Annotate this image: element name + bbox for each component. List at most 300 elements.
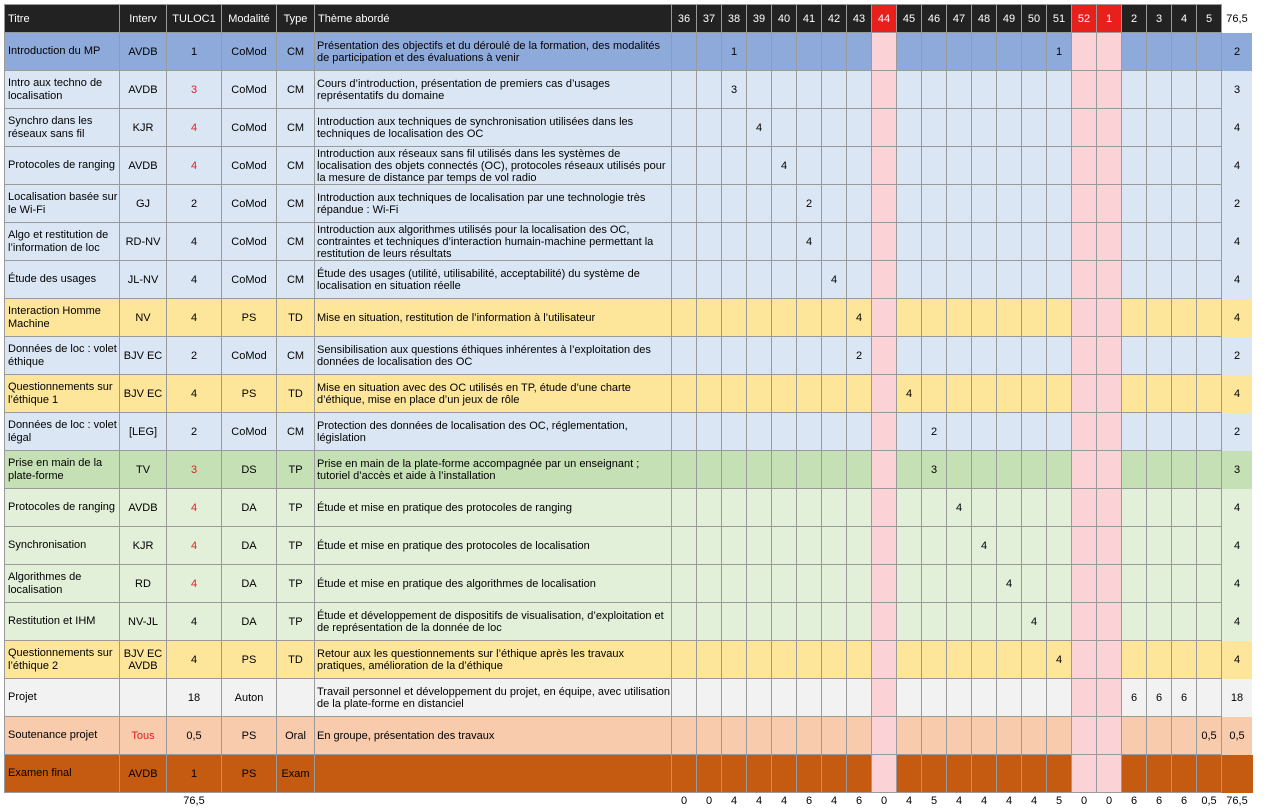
cell-week-3[interactable] [1147,489,1172,527]
cell-interv[interactable]: GJ [120,185,167,223]
cell-week-43[interactable] [847,375,872,413]
cell-type[interactable]: TP [277,489,315,527]
cell-week-37[interactable] [697,565,722,603]
cell-week-38[interactable] [722,109,747,147]
cell-week-2[interactable] [1122,147,1147,185]
cell-week-2[interactable] [1122,71,1147,109]
cell-week-52[interactable] [1072,641,1097,679]
cell-theme[interactable]: Retour aux les questionnements sur l’éthique après les travaux pratiques, amélioration de la d’éthique [315,641,672,679]
cell-interv[interactable]: AVDB [120,147,167,185]
cell-type[interactable]: TP [277,451,315,489]
cell-week-45[interactable] [897,565,922,603]
cell-week-36[interactable] [672,299,697,337]
cell-week-45[interactable] [897,109,922,147]
cell-week-48[interactable] [972,71,997,109]
cell-week-5[interactable] [1197,299,1222,337]
cell-week-52[interactable] [1072,337,1097,375]
cell-week-48[interactable] [972,679,997,717]
cell-week-48[interactable] [972,147,997,185]
cell-week-37[interactable] [697,71,722,109]
cell-week-39[interactable] [747,717,772,755]
cell-week-47[interactable] [947,413,972,451]
cell-week-51[interactable] [1047,603,1072,641]
cell-week-52[interactable] [1072,147,1097,185]
cell-week-2[interactable] [1122,223,1147,261]
cell-modalite[interactable]: DA [222,527,277,565]
cell-week-4[interactable] [1172,489,1197,527]
cell-week-42[interactable] [822,565,847,603]
cell-week-44[interactable] [872,33,897,71]
cell-week-36[interactable] [672,261,697,299]
cell-week-41[interactable] [797,375,822,413]
cell-modalite[interactable]: CoMod [222,71,277,109]
cell-week-50[interactable] [1022,147,1047,185]
cell-theme[interactable]: Introduction aux réseaux sans fil utilisés dans les systèmes de localisation des objets connectés (OC), protocoles réseaux utilisés pour la mesure de distance par temps de vol radio [315,147,672,185]
cell-week-50[interactable] [1022,375,1047,413]
cell-modalite[interactable]: PS [222,717,277,755]
cell-week-39[interactable] [747,71,772,109]
col-header-week-49[interactable]: 49 [997,5,1022,33]
cell-type[interactable]: CM [277,185,315,223]
cell-week-47[interactable] [947,679,972,717]
cell-week-48[interactable] [972,223,997,261]
cell-week-45[interactable] [897,603,922,641]
cell-week-40[interactable] [772,679,797,717]
cell-week-42[interactable]: 4 [822,261,847,299]
cell-theme[interactable]: Protection des données de localisation des OC, réglementation, législation [315,413,672,451]
cell-tuloc[interactable]: 4 [167,565,222,603]
cell-week-39[interactable] [747,375,772,413]
cell-week-44[interactable] [872,71,897,109]
cell-week-2[interactable] [1122,299,1147,337]
cell-week-46[interactable] [922,489,947,527]
cell-week-37[interactable] [697,33,722,71]
cell-week-37[interactable] [697,147,722,185]
cell-week-45[interactable] [897,717,922,755]
cell-week-36[interactable] [672,223,697,261]
col-header-week-47[interactable]: 47 [947,5,972,33]
cell-week-47[interactable] [947,109,972,147]
cell-week-43[interactable] [847,261,872,299]
cell-week-38[interactable] [722,413,747,451]
cell-week-49[interactable] [997,185,1022,223]
cell-titre[interactable]: Étude des usages [5,261,120,299]
cell-week-50[interactable] [1022,185,1047,223]
cell-titre[interactable]: Protocoles de ranging [5,147,120,185]
cell-week-40[interactable] [772,603,797,641]
cell-week-48[interactable] [972,489,997,527]
cell-modalite[interactable]: CoMod [222,261,277,299]
col-header-week-1[interactable]: 1 [1097,5,1122,33]
cell-week-51[interactable]: 1 [1047,33,1072,71]
cell-week-42[interactable] [822,185,847,223]
cell-week-47[interactable]: 4 [947,489,972,527]
cell-type[interactable]: TP [277,603,315,641]
cell-week-4[interactable] [1172,603,1197,641]
cell-week-43[interactable] [847,71,872,109]
cell-theme[interactable]: Introduction aux techniques de synchronisation utilisées dans les techniques de localisation des OC [315,109,672,147]
cell-interv[interactable] [120,679,167,717]
cell-week-43[interactable] [847,185,872,223]
cell-week-51[interactable] [1047,375,1072,413]
cell-theme[interactable]: Prise en main de la plate-forme accompagnée par un enseignant ; tutoriel d’accès et aide à l’installation [315,451,672,489]
cell-week-46[interactable] [922,33,947,71]
cell-week-40[interactable] [772,337,797,375]
cell-week-45[interactable] [897,71,922,109]
cell-week-4[interactable] [1172,413,1197,451]
cell-titre[interactable]: Synchro dans les réseaux sans fil [5,109,120,147]
cell-week-3[interactable] [1147,223,1172,261]
cell-week-41[interactable] [797,413,822,451]
cell-modalite[interactable]: CoMod [222,413,277,451]
cell-week-40[interactable] [772,489,797,527]
cell-week-4[interactable] [1172,755,1197,793]
cell-week-40[interactable] [772,109,797,147]
cell-tuloc[interactable]: 4 [167,109,222,147]
cell-week-4[interactable] [1172,33,1197,71]
cell-week-40[interactable] [772,185,797,223]
cell-titre[interactable]: Questionnements sur l’éthique 1 [5,375,120,413]
cell-week-46[interactable] [922,71,947,109]
cell-week-47[interactable] [947,755,972,793]
cell-week-37[interactable] [697,223,722,261]
cell-week-1[interactable] [1097,489,1122,527]
cell-week-51[interactable] [1047,71,1072,109]
cell-week-51[interactable] [1047,299,1072,337]
cell-week-47[interactable] [947,223,972,261]
cell-tuloc[interactable]: 4 [167,299,222,337]
col-header-tuloc[interactable]: TULOC1 [167,5,222,33]
cell-week-45[interactable] [897,489,922,527]
cell-week-48[interactable] [972,451,997,489]
cell-week-52[interactable] [1072,489,1097,527]
cell-week-44[interactable] [872,261,897,299]
col-header-type[interactable]: Type [277,5,315,33]
cell-week-1[interactable] [1097,223,1122,261]
cell-week-2[interactable] [1122,413,1147,451]
cell-theme[interactable]: Étude et mise en pratique des protocoles de ranging [315,489,672,527]
col-header-week-36[interactable]: 36 [672,5,697,33]
cell-week-3[interactable] [1147,603,1172,641]
cell-week-1[interactable] [1097,603,1122,641]
cell-week-5[interactable] [1197,603,1222,641]
col-header-interv[interactable]: Interv [120,5,167,33]
cell-interv[interactable]: BJV EC AVDB [120,641,167,679]
cell-week-5[interactable] [1197,375,1222,413]
cell-week-47[interactable] [947,71,972,109]
cell-week-37[interactable] [697,185,722,223]
cell-week-38[interactable] [722,299,747,337]
cell-week-52[interactable] [1072,375,1097,413]
cell-week-44[interactable] [872,603,897,641]
cell-week-46[interactable] [922,261,947,299]
cell-week-2[interactable] [1122,109,1147,147]
cell-titre[interactable]: Intro aux techno de localisation [5,71,120,109]
cell-week-40[interactable] [772,527,797,565]
cell-titre[interactable]: Protocoles de ranging [5,489,120,527]
cell-week-49[interactable] [997,527,1022,565]
cell-week-50[interactable] [1022,489,1047,527]
col-header-week-39[interactable]: 39 [747,5,772,33]
cell-week-52[interactable] [1072,755,1097,793]
cell-week-50[interactable] [1022,641,1047,679]
cell-week-1[interactable] [1097,413,1122,451]
cell-type[interactable]: Oral [277,717,315,755]
cell-theme[interactable]: Étude et mise en pratique des algorithmes de localisation [315,565,672,603]
cell-week-52[interactable] [1072,109,1097,147]
cell-week-40[interactable] [772,451,797,489]
cell-week-36[interactable] [672,641,697,679]
cell-week-42[interactable] [822,375,847,413]
cell-week-39[interactable] [747,565,772,603]
cell-week-48[interactable] [972,299,997,337]
cell-week-44[interactable] [872,223,897,261]
col-header-week-4[interactable]: 4 [1172,5,1197,33]
cell-week-52[interactable] [1072,223,1097,261]
cell-week-47[interactable] [947,527,972,565]
cell-week-5[interactable] [1197,147,1222,185]
cell-week-43[interactable] [847,603,872,641]
cell-week-39[interactable] [747,641,772,679]
cell-week-43[interactable] [847,755,872,793]
cell-week-48[interactable] [972,413,997,451]
cell-week-37[interactable] [697,527,722,565]
cell-week-50[interactable] [1022,299,1047,337]
cell-week-52[interactable] [1072,261,1097,299]
cell-week-2[interactable] [1122,33,1147,71]
cell-interv[interactable]: AVDB [120,489,167,527]
cell-week-49[interactable] [997,641,1022,679]
cell-week-1[interactable] [1097,717,1122,755]
cell-tuloc[interactable]: 1 [167,33,222,71]
cell-week-42[interactable] [822,641,847,679]
cell-modalite[interactable]: PS [222,375,277,413]
cell-week-43[interactable] [847,717,872,755]
cell-theme[interactable]: Cours d’introduction, présentation de premiers cas d’usages représentatifs du domaine [315,71,672,109]
cell-week-4[interactable] [1172,565,1197,603]
cell-week-39[interactable] [747,603,772,641]
cell-week-50[interactable] [1022,679,1047,717]
cell-week-46[interactable] [922,375,947,413]
cell-week-50[interactable] [1022,413,1047,451]
cell-type[interactable]: TD [277,641,315,679]
cell-interv[interactable]: TV [120,451,167,489]
cell-week-45[interactable] [897,185,922,223]
cell-week-40[interactable]: 4 [772,147,797,185]
cell-week-44[interactable] [872,147,897,185]
cell-week-3[interactable] [1147,641,1172,679]
cell-week-43[interactable] [847,641,872,679]
cell-tuloc[interactable]: 4 [167,375,222,413]
cell-week-36[interactable] [672,375,697,413]
cell-modalite[interactable]: DA [222,603,277,641]
cell-type[interactable]: CM [277,261,315,299]
cell-week-46[interactable] [922,223,947,261]
cell-theme[interactable]: Étude et mise en pratique des protocoles de localisation [315,527,672,565]
cell-week-50[interactable] [1022,755,1047,793]
cell-week-38[interactable]: 3 [722,71,747,109]
cell-tuloc[interactable]: 4 [167,261,222,299]
cell-week-43[interactable] [847,109,872,147]
cell-week-44[interactable] [872,527,897,565]
cell-interv[interactable]: KJR [120,527,167,565]
cell-week-38[interactable] [722,451,747,489]
cell-week-44[interactable] [872,337,897,375]
cell-modalite[interactable]: CoMod [222,33,277,71]
cell-week-43[interactable] [847,33,872,71]
cell-week-45[interactable] [897,147,922,185]
col-header-week-41[interactable]: 41 [797,5,822,33]
cell-week-52[interactable] [1072,451,1097,489]
cell-week-2[interactable] [1122,603,1147,641]
cell-week-3[interactable] [1147,565,1172,603]
cell-week-44[interactable] [872,717,897,755]
cell-week-3[interactable] [1147,451,1172,489]
cell-week-36[interactable] [672,147,697,185]
cell-week-1[interactable] [1097,261,1122,299]
cell-week-2[interactable] [1122,375,1147,413]
cell-week-46[interactable] [922,565,947,603]
cell-week-41[interactable] [797,109,822,147]
cell-week-5[interactable] [1197,565,1222,603]
cell-week-37[interactable] [697,261,722,299]
cell-week-37[interactable] [697,603,722,641]
cell-week-45[interactable] [897,299,922,337]
cell-week-46[interactable] [922,603,947,641]
cell-week-51[interactable] [1047,755,1072,793]
cell-week-41[interactable] [797,33,822,71]
cell-interv[interactable]: JL-NV [120,261,167,299]
cell-week-47[interactable] [947,451,972,489]
cell-week-50[interactable] [1022,451,1047,489]
cell-week-36[interactable] [672,413,697,451]
cell-week-52[interactable] [1072,565,1097,603]
cell-week-40[interactable] [772,717,797,755]
cell-week-43[interactable] [847,223,872,261]
cell-week-2[interactable] [1122,755,1147,793]
cell-week-4[interactable] [1172,337,1197,375]
cell-tuloc[interactable]: 4 [167,603,222,641]
cell-tuloc[interactable]: 4 [167,527,222,565]
cell-week-36[interactable] [672,109,697,147]
cell-week-39[interactable] [747,451,772,489]
cell-week-2[interactable] [1122,565,1147,603]
cell-interv[interactable]: NV [120,299,167,337]
col-header-week-44[interactable]: 44 [872,5,897,33]
cell-week-48[interactable] [972,337,997,375]
cell-week-36[interactable] [672,717,697,755]
cell-titre[interactable]: Restitution et IHM [5,603,120,641]
col-header-week-52[interactable]: 52 [1072,5,1097,33]
cell-type[interactable]: CM [277,337,315,375]
cell-modalite[interactable]: Auton [222,679,277,717]
cell-week-45[interactable] [897,261,922,299]
cell-week-3[interactable] [1147,375,1172,413]
cell-type[interactable]: CM [277,413,315,451]
cell-week-5[interactable] [1197,413,1222,451]
cell-week-3[interactable] [1147,261,1172,299]
cell-week-43[interactable] [847,489,872,527]
cell-week-36[interactable] [672,489,697,527]
cell-week-5[interactable] [1197,489,1222,527]
cell-interv[interactable]: NV-JL [120,603,167,641]
cell-week-51[interactable] [1047,451,1072,489]
cell-week-43[interactable] [847,451,872,489]
col-header-week-45[interactable]: 45 [897,5,922,33]
cell-week-48[interactable] [972,603,997,641]
cell-titre[interactable]: Algo et restitution de l’information de loc [5,223,120,261]
cell-week-49[interactable] [997,109,1022,147]
cell-week-43[interactable]: 2 [847,337,872,375]
cell-week-4[interactable] [1172,641,1197,679]
cell-week-44[interactable] [872,489,897,527]
cell-week-48[interactable]: 4 [972,527,997,565]
cell-week-38[interactable] [722,717,747,755]
cell-tuloc[interactable]: 2 [167,413,222,451]
cell-week-1[interactable] [1097,71,1122,109]
cell-week-51[interactable] [1047,147,1072,185]
cell-theme[interactable]: Présentation des objectifs et du déroulé de la formation, des modalités de participation et des évaluations à venir [315,33,672,71]
cell-week-47[interactable] [947,717,972,755]
cell-week-37[interactable] [697,641,722,679]
cell-week-5[interactable] [1197,71,1222,109]
cell-week-38[interactable] [722,679,747,717]
cell-titre[interactable]: Données de loc : volet éthique [5,337,120,375]
cell-week-37[interactable] [697,375,722,413]
cell-week-36[interactable] [672,71,697,109]
cell-week-41[interactable]: 4 [797,223,822,261]
cell-week-42[interactable] [822,489,847,527]
cell-week-2[interactable] [1122,641,1147,679]
cell-theme[interactable]: Travail personnel et développement du projet, en équipe, avec utilisation de la plate-forme en distanciel [315,679,672,717]
cell-modalite[interactable]: CoMod [222,109,277,147]
cell-week-4[interactable] [1172,223,1197,261]
col-header-week-48[interactable]: 48 [972,5,997,33]
cell-week-36[interactable] [672,603,697,641]
cell-week-44[interactable] [872,755,897,793]
cell-titre[interactable]: Questionnements sur l’éthique 2 [5,641,120,679]
cell-week-38[interactable] [722,147,747,185]
cell-week-50[interactable] [1022,527,1047,565]
cell-week-49[interactable] [997,679,1022,717]
cell-type[interactable] [277,679,315,717]
col-header-modalite[interactable]: Modalité [222,5,277,33]
cell-modalite[interactable]: CoMod [222,223,277,261]
cell-week-51[interactable]: 4 [1047,641,1072,679]
cell-titre[interactable]: Localisation basée sur le Wi-Fi [5,185,120,223]
cell-week-4[interactable] [1172,527,1197,565]
cell-week-44[interactable] [872,109,897,147]
cell-week-51[interactable] [1047,413,1072,451]
cell-week-47[interactable] [947,603,972,641]
cell-week-39[interactable] [747,413,772,451]
cell-week-51[interactable] [1047,185,1072,223]
cell-modalite[interactable]: DA [222,489,277,527]
cell-week-51[interactable] [1047,261,1072,299]
cell-week-41[interactable] [797,261,822,299]
cell-week-49[interactable] [997,489,1022,527]
cell-tuloc[interactable]: 4 [167,147,222,185]
cell-week-51[interactable] [1047,223,1072,261]
cell-week-37[interactable] [697,717,722,755]
cell-week-4[interactable] [1172,147,1197,185]
cell-week-50[interactable] [1022,261,1047,299]
cell-week-4[interactable] [1172,451,1197,489]
cell-week-41[interactable] [797,717,822,755]
cell-week-51[interactable] [1047,109,1072,147]
cell-week-42[interactable] [822,33,847,71]
cell-week-39[interactable] [747,527,772,565]
